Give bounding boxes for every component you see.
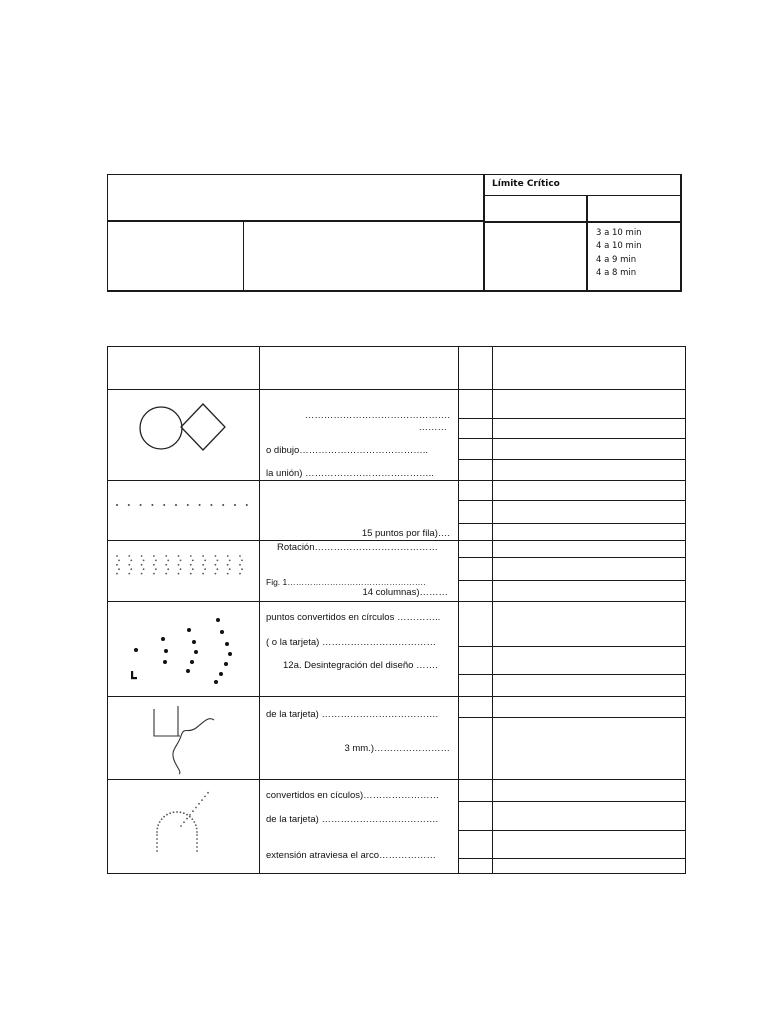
figure-dot bbox=[217, 568, 219, 570]
item-text: ( o la tarjeta) ……………………………… bbox=[266, 637, 436, 648]
figure-dot bbox=[178, 573, 180, 575]
table-border bbox=[586, 196, 588, 291]
figure-dot bbox=[195, 824, 197, 826]
item-text: Rotación………………………………… bbox=[277, 542, 438, 553]
figure-dot bbox=[141, 555, 143, 557]
item-text: o dibujo………………………………….. bbox=[266, 445, 429, 456]
figure-dot bbox=[116, 564, 118, 566]
item-text: puntos convertidos en círculos ………….. bbox=[266, 612, 441, 623]
figure-dot bbox=[186, 818, 188, 820]
figure-dot bbox=[153, 573, 155, 575]
figure-dot bbox=[192, 568, 194, 570]
figure-dot bbox=[204, 568, 206, 570]
figure-dot bbox=[196, 850, 198, 852]
item-text: ……… bbox=[418, 422, 447, 433]
figure-dot bbox=[153, 555, 155, 557]
table-border bbox=[685, 346, 686, 874]
table-border bbox=[107, 540, 686, 541]
figure-dot bbox=[241, 560, 243, 562]
figure-dot bbox=[204, 560, 206, 562]
figure-dot bbox=[118, 560, 120, 562]
figure-dot bbox=[143, 568, 145, 570]
figure-dot bbox=[141, 564, 143, 566]
figure-dot bbox=[189, 816, 191, 818]
figure-dot bbox=[118, 568, 120, 570]
figure-dot bbox=[199, 504, 201, 506]
subrow-line bbox=[458, 674, 685, 675]
figure-dot bbox=[227, 555, 229, 557]
figure-dot bbox=[176, 811, 178, 813]
figure-dot bbox=[165, 555, 167, 557]
figure-dot bbox=[196, 834, 198, 836]
figure-dot bbox=[192, 560, 194, 562]
figure-dot bbox=[116, 573, 118, 575]
table-border bbox=[243, 221, 244, 291]
item-text: 3 mm.)…………………… bbox=[344, 743, 450, 754]
figure-dot bbox=[196, 828, 198, 830]
figure-dot bbox=[187, 504, 189, 506]
figure-dot bbox=[141, 573, 143, 575]
limit-value: 4 a 10 min bbox=[596, 241, 642, 251]
figure-dot bbox=[156, 831, 158, 833]
figure-dot bbox=[167, 560, 169, 562]
figure-dot bbox=[157, 824, 159, 826]
figure-dot bbox=[130, 560, 132, 562]
figure-dot bbox=[190, 564, 192, 566]
figure-dot bbox=[163, 816, 165, 818]
figure-dot bbox=[175, 504, 177, 506]
figure-dot bbox=[239, 555, 241, 557]
dotted-row-figure bbox=[112, 498, 252, 510]
figure-dot bbox=[189, 814, 191, 816]
figure-dot bbox=[169, 812, 171, 814]
limit-value: 4 a 9 min bbox=[596, 255, 637, 265]
figure-dot bbox=[196, 842, 198, 844]
subrow-line bbox=[458, 557, 685, 558]
subrow-line bbox=[458, 858, 685, 859]
table-border bbox=[107, 174, 108, 291]
item-text: 15 puntos por fila)…. bbox=[361, 528, 450, 539]
table-border bbox=[107, 696, 686, 697]
dot-columns-figure bbox=[112, 554, 252, 578]
item-text: extensión atraviesa el arco……………… bbox=[266, 850, 437, 861]
figure-dot bbox=[156, 834, 158, 836]
figure-dot bbox=[215, 564, 217, 566]
subrow-line bbox=[458, 438, 685, 439]
figure-dot bbox=[178, 555, 180, 557]
table-border bbox=[107, 290, 682, 292]
subrow-line bbox=[458, 801, 685, 802]
figure-dot bbox=[202, 564, 204, 566]
figure-dot bbox=[155, 560, 157, 562]
figure-dot bbox=[204, 796, 206, 798]
table-border bbox=[107, 480, 686, 481]
table-border bbox=[107, 220, 485, 222]
item-text: de la tarjeta) ………………………………. bbox=[266, 709, 439, 720]
table-border bbox=[107, 873, 686, 874]
table-border bbox=[483, 221, 681, 223]
figure-dot bbox=[239, 564, 241, 566]
figure-dot bbox=[165, 573, 167, 575]
figure-dot bbox=[183, 821, 185, 823]
figure-dot bbox=[229, 568, 231, 570]
item-text: Fig. 1…………………………………………. bbox=[266, 577, 426, 587]
dotted-arch-figure bbox=[150, 788, 220, 858]
figure-dot bbox=[156, 838, 158, 840]
figure-dot bbox=[180, 568, 182, 570]
figure-dot bbox=[173, 811, 175, 813]
table-border bbox=[680, 174, 682, 291]
figure-dot bbox=[217, 560, 219, 562]
table-border bbox=[492, 346, 493, 874]
figure-dot bbox=[207, 792, 209, 794]
figure-dot bbox=[227, 564, 229, 566]
figure-dot bbox=[167, 568, 169, 570]
figure-dot bbox=[215, 555, 217, 557]
item-text: 12a. Desintegración del diseño ……. bbox=[283, 660, 438, 671]
dot-arcs-figure bbox=[126, 614, 238, 686]
figure-dot bbox=[159, 821, 161, 823]
figure-dot bbox=[140, 504, 142, 506]
figure-dot bbox=[202, 555, 204, 557]
table-border bbox=[107, 346, 108, 874]
subrow-line bbox=[458, 580, 685, 581]
table-border bbox=[107, 601, 686, 602]
table-border bbox=[107, 389, 686, 390]
table-border bbox=[107, 174, 681, 175]
figure-dot bbox=[153, 564, 155, 566]
figure-dot bbox=[156, 850, 158, 852]
wavy-line-figure bbox=[148, 706, 220, 778]
limit-value: 3 a 10 min bbox=[596, 228, 642, 238]
limit-value: 4 a 8 min bbox=[596, 268, 637, 278]
figure-dot bbox=[210, 504, 212, 506]
subrow-line bbox=[458, 523, 685, 524]
subrow-line bbox=[458, 500, 685, 501]
figure-dot bbox=[201, 799, 203, 801]
figure-dot bbox=[178, 564, 180, 566]
figure-dot bbox=[190, 555, 192, 557]
figure-dot bbox=[163, 504, 165, 506]
figure-dot bbox=[180, 560, 182, 562]
item-text: 14 columnas)……… bbox=[362, 587, 448, 598]
figure-dot bbox=[116, 504, 118, 506]
table-border bbox=[107, 346, 686, 347]
figure-dot bbox=[196, 838, 198, 840]
figure-dot bbox=[239, 573, 241, 575]
figure-dot bbox=[192, 810, 194, 812]
figure-dot bbox=[227, 573, 229, 575]
figure-dot bbox=[180, 825, 182, 827]
circle-and-diamond-figure bbox=[138, 400, 230, 456]
figure-dot bbox=[143, 560, 145, 562]
figure-dot bbox=[116, 555, 118, 557]
table-border bbox=[483, 174, 485, 291]
figure-dot bbox=[193, 821, 195, 823]
item-text: ………………………………………. bbox=[304, 410, 450, 421]
figure-dot bbox=[186, 814, 188, 816]
subrow-line bbox=[458, 459, 685, 460]
figure-dot bbox=[128, 555, 130, 557]
table-border bbox=[458, 346, 459, 874]
subrow-line bbox=[458, 717, 685, 718]
figure-dot bbox=[195, 807, 197, 809]
table-border bbox=[107, 779, 686, 780]
subrow-line bbox=[458, 418, 685, 419]
figure-dot bbox=[229, 560, 231, 562]
subrow-line bbox=[458, 830, 685, 831]
figure-dot bbox=[241, 568, 243, 570]
figure-dot bbox=[246, 504, 248, 506]
table-border bbox=[483, 195, 681, 196]
table-border bbox=[259, 346, 260, 874]
figure-dot bbox=[151, 504, 153, 506]
figure-dot bbox=[156, 846, 158, 848]
figure-dot bbox=[191, 818, 193, 820]
figure-dot bbox=[190, 573, 192, 575]
figure-dot bbox=[166, 814, 168, 816]
figure-dot bbox=[156, 828, 158, 830]
figure-dot bbox=[155, 568, 157, 570]
figure-dot bbox=[180, 811, 182, 813]
figure-dot bbox=[183, 812, 185, 814]
figure-dot bbox=[128, 504, 130, 506]
figure-dot bbox=[128, 573, 130, 575]
item-text: convertidos en cículos)…………………… bbox=[266, 790, 440, 801]
figure-dot bbox=[202, 573, 204, 575]
figure-dot bbox=[196, 846, 198, 848]
item-text: de la tarjeta) ………………………………. bbox=[266, 814, 439, 825]
limit-header: Límite Crítico bbox=[492, 179, 560, 189]
figure-dot bbox=[196, 831, 198, 833]
figure-dot bbox=[165, 564, 167, 566]
figure-dot bbox=[130, 568, 132, 570]
figure-dot bbox=[156, 842, 158, 844]
item-text: la unión) ………………………………….. bbox=[266, 468, 434, 479]
figure-dot bbox=[215, 573, 217, 575]
figure-dot bbox=[128, 564, 130, 566]
figure-dot bbox=[198, 803, 200, 805]
figure-dot bbox=[234, 504, 236, 506]
figure-dot bbox=[222, 504, 224, 506]
figure-dot bbox=[161, 818, 163, 820]
subrow-line bbox=[458, 646, 685, 647]
